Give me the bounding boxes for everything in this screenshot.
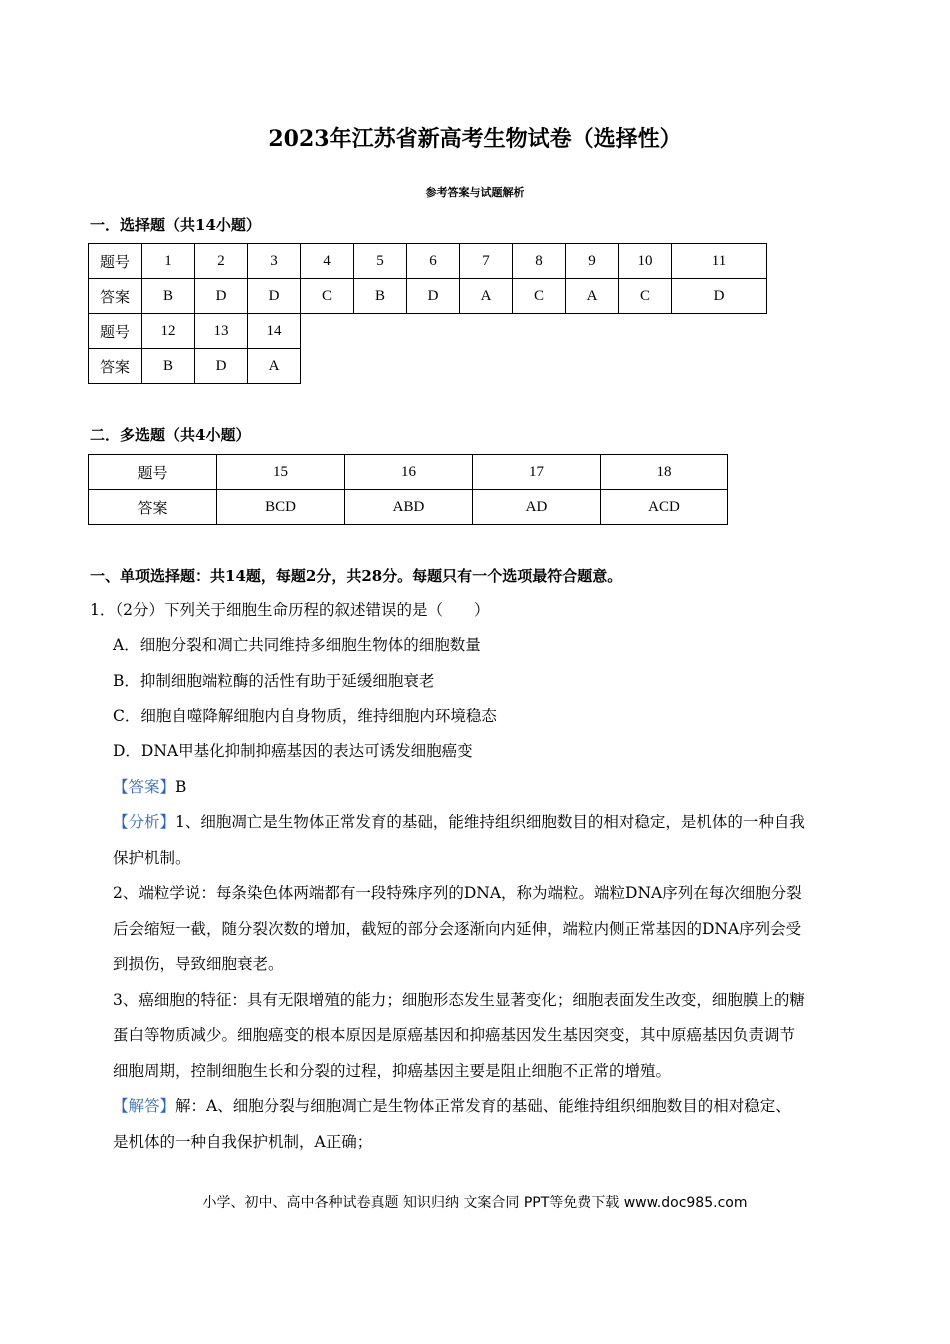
analysis-tag: 【分析】 [113, 813, 176, 831]
analysis-text: 1、细胞凋亡是生物体正常发育的基础，能维持组织细胞数目的相对稳定，是机体的一种自我 [175, 813, 805, 831]
answer-cell: B [142, 279, 195, 314]
question-number: 6 [407, 244, 460, 279]
analysis-line [113, 812, 805, 832]
page-subtitle: 参考答案与试题解析 [425, 186, 525, 199]
row-label: 题号 [89, 314, 142, 349]
answer-cell: B [354, 279, 407, 314]
question-number: 3 [248, 244, 301, 279]
analysis-text: 后会缩短一截，随分裂次数的增加，截短的部分会逐渐向内延伸，端粒内侧正常基因的DNA序列会受 [113, 920, 802, 938]
option-a: A．细胞分裂和凋亡共同维持多细胞生物体的细胞数量 [113, 636, 481, 654]
question-number: 11 [672, 244, 767, 279]
analysis-text: 2、端粒学说：每条染色体两端都有一段特殊序列的DNA，称为端粒。端粒DNA序列在每次细胞分裂 [113, 884, 802, 902]
answer-cell: A [566, 279, 619, 314]
row-label: 题号 [89, 455, 217, 490]
analysis-text: 到损伤，导致细胞衰老。 [113, 955, 284, 973]
section1-heading: 一．选择题（共14小题） [90, 216, 261, 234]
question-number: 4 [301, 244, 354, 279]
answer-cell: D [248, 279, 301, 314]
table-row [89, 490, 728, 525]
solution-tag: 【解答】 [113, 1097, 176, 1115]
question-stem: 1．（2分）下列关于细胞生命历程的叙述错误的是（ ） [90, 601, 490, 619]
answer-cell: C [513, 279, 566, 314]
answer-line [113, 777, 186, 797]
answer-value: B [175, 778, 187, 796]
answer-cell: D [672, 279, 767, 314]
analysis-text: 保护机制。 [113, 849, 191, 867]
answer-cell: D [195, 279, 248, 314]
question-number: 18 [601, 455, 728, 490]
question-number: 2 [195, 244, 248, 279]
option-d: D．DNA甲基化抑制抑癌基因的表达可诱发细胞癌变 [113, 742, 473, 760]
table-row [89, 349, 767, 384]
row-label: 答案 [89, 349, 142, 384]
section2-heading: 二．多选题（共4小题） [90, 426, 251, 444]
answer-tag: 【答案】 [113, 778, 176, 796]
question-number: 5 [354, 244, 407, 279]
part1-heading: 一、单项选择题：共14题，每题2分，共28分。每题只有一个选项最符合题意。 [90, 567, 623, 585]
solution-text: 解：A、细胞分裂与细胞凋亡是生物体正常发育的基础、能维持组织细胞数目的相对稳定、 [175, 1097, 791, 1115]
answer-cell: A [460, 279, 513, 314]
choice-answer-table [88, 243, 767, 384]
question-number: 14 [248, 314, 301, 349]
question-number: 10 [619, 244, 672, 279]
page-title: 2023年江苏省新高考生物试卷（选择性） [268, 126, 682, 152]
question-number: 7 [460, 244, 513, 279]
question-number: 12 [142, 314, 195, 349]
multi-answer-table [88, 454, 728, 525]
table-row [89, 314, 767, 349]
answer-cell: BCD [217, 490, 345, 525]
footer-banner: 小学、初中、高中各种试卷真题 知识归纳 文案合同 PPT等免费下载 www.doc985.com [202, 1195, 748, 1211]
question-number: 15 [217, 455, 345, 490]
table-row [89, 244, 767, 279]
option-b: B．抑制细胞端粒酶的活性有助于延缓细胞衰老 [113, 672, 435, 690]
answer-cell: C [619, 279, 672, 314]
question-number: 17 [473, 455, 601, 490]
row-label: 答案 [89, 490, 217, 525]
analysis-text: 蛋白等物质减少。细胞癌变的根本原因是原癌基因和抑癌基因发生基因突变，其中原癌基因负责调节 [113, 1026, 796, 1044]
question-number: 16 [345, 455, 473, 490]
solution-text: 是机体的一种自我保护机制，A正确； [113, 1133, 373, 1151]
question-number: 9 [566, 244, 619, 279]
solution-line [113, 1096, 791, 1116]
answer-cell: A [248, 349, 301, 384]
option-c: C．细胞自噬降解细胞内自身物质，维持细胞内环境稳态 [113, 707, 497, 725]
question-number: 8 [513, 244, 566, 279]
answer-cell: B [142, 349, 195, 384]
analysis-text: 细胞周期，控制细胞生长和分裂的过程，抑癌基因主要是阻止细胞不正常的增殖。 [113, 1062, 672, 1080]
analysis-text: 3、癌细胞的特征：具有无限增殖的能力；细胞形态发生显著变化；细胞表面发生改变，细胞膜上的糖 [113, 991, 805, 1009]
question-number: 13 [195, 314, 248, 349]
answer-cell: D [407, 279, 460, 314]
answer-cell: C [301, 279, 354, 314]
question-number: 1 [142, 244, 195, 279]
row-label: 答案 [89, 279, 142, 314]
answer-cell: D [195, 349, 248, 384]
table-row [89, 279, 767, 314]
answer-cell: ABD [345, 490, 473, 525]
answer-cell: AD [473, 490, 601, 525]
table-row [89, 455, 728, 490]
answer-cell: ACD [601, 490, 728, 525]
row-label: 题号 [89, 244, 142, 279]
